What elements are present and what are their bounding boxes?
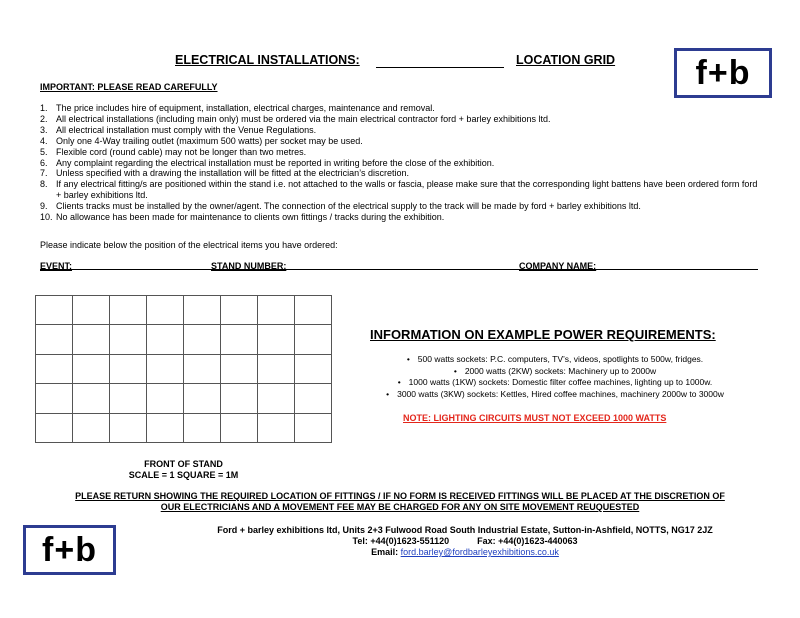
grid-square[interactable]	[73, 296, 110, 325]
grid-square[interactable]	[184, 296, 221, 325]
bullet-icon: •	[386, 388, 390, 399]
rule-text: All electrical installations (including main only) must be ordered via the main electrical contractor ford + barley exhibitions ltd.	[56, 113, 551, 124]
grid-square[interactable]	[110, 296, 147, 325]
rule-number: 5.	[40, 146, 48, 157]
grid-square[interactable]	[258, 413, 295, 442]
rule-text: If any electrical fitting/s are positioned within the stand i.e. not attached to the walls or fascia, please make sure that the corresponding light battens have been ordered form ford + barley exhibitions ltd.	[56, 179, 758, 201]
grid-square[interactable]	[184, 413, 221, 442]
grid-row	[36, 325, 332, 354]
grid-square[interactable]	[110, 413, 147, 442]
grid-square[interactable]	[184, 354, 221, 383]
rule-number: 6.	[40, 157, 48, 168]
company-address: Ford + barley exhibitions ltd, Units 2+3 Fulwood Road South Industrial Estate, Sutton-in-Ashfield, NOTTS, NG17 2JZ	[217, 525, 713, 535]
stand-number-field-label: STAND NUMBER:	[211, 261, 287, 271]
grid-square[interactable]	[110, 325, 147, 354]
grid-square[interactable]	[258, 354, 295, 383]
bullet-icon: •	[453, 365, 457, 376]
grid-square[interactable]	[295, 354, 332, 383]
rule-item	[40, 158, 765, 169]
front-of-stand-label: FRONT OF STAND	[144, 459, 223, 469]
bullet-icon: •	[406, 354, 410, 364]
company-name-field-label: COMPANY NAME:	[519, 261, 597, 271]
grid-square[interactable]	[36, 384, 73, 413]
grid-square[interactable]	[110, 384, 147, 413]
rule-text: Any complaint regarding the electrical installation must be reported in writing before the close of the exhibition.	[56, 157, 495, 168]
grid-square[interactable]	[221, 384, 258, 413]
grid-square[interactable]	[73, 354, 110, 383]
rule-item	[40, 168, 765, 179]
grid-square[interactable]	[73, 413, 110, 442]
rule-text: Flexible cord (round cable) may not be longer than two metres.	[56, 146, 307, 157]
grid-square[interactable]	[221, 325, 258, 354]
return-notice-line2: OUR ELECTRICIANS AND A MOVEMENT FEE MAY BE CHARGED FOR ANY ON SITE MOVEMENT REUQUESTED	[160, 502, 640, 512]
bullet-icon: •	[397, 377, 401, 387]
grid-square[interactable]	[221, 354, 258, 383]
email-link[interactable]: ford.barley@fordbarleyexhibitions.co.uk	[400, 547, 559, 557]
email-label: Email:	[371, 547, 399, 557]
rule-item	[40, 103, 765, 114]
important-heading: IMPORTANT: PLEASE READ CAREFULLY	[40, 82, 218, 92]
grid-square[interactable]	[73, 325, 110, 354]
title-electrical-installations: ELECTRICAL INSTALLATIONS:	[175, 53, 360, 67]
grid-row	[36, 354, 332, 383]
grid-square[interactable]	[36, 413, 73, 442]
grid-row	[36, 413, 332, 442]
fb-logo-bottom: f+b	[23, 525, 116, 575]
telephone: Tel: +44(0)1623-551120	[352, 536, 450, 546]
power-item	[345, 389, 765, 401]
fields-underline	[40, 269, 758, 270]
rule-item	[40, 147, 765, 158]
grid-square[interactable]	[147, 296, 184, 325]
rule-text: No allowance has been made for maintenance to clients own fittings / tracks during the exhibition.	[56, 212, 445, 223]
grid-square[interactable]	[36, 325, 73, 354]
power-item-text: 3000 watts (3KW) sockets: Kettles, Hired coffee machines, machinery 2000w to 3000w	[397, 388, 724, 399]
rule-text: Clients tracks must be installed by the owner/agent. The connection of the electrical supply to the track will be made by ford + barley exhibitions ltd.	[56, 201, 641, 212]
grid-square[interactable]	[295, 384, 332, 413]
fax: Fax: +44(0)1623-440063	[477, 536, 578, 546]
grid-square[interactable]	[36, 296, 73, 325]
grid-row	[36, 296, 332, 325]
grid-square[interactable]	[295, 296, 332, 325]
fb-logo-top: f+b	[674, 48, 772, 98]
rule-text: Unless specified with a drawing the installation will be fitted at the electrician’s discretion.	[56, 168, 410, 179]
location-grid[interactable]	[35, 295, 332, 443]
rule-item	[40, 179, 765, 201]
power-item-text: 500 watts sockets: P.C. computers, TV’s, videos, spotlights to 500w, fridges.	[417, 354, 704, 364]
rules-list	[40, 103, 765, 223]
rule-number: 3.	[40, 124, 48, 135]
return-notice-line1: PLEASE RETURN SHOWING THE REQUIRED LOCATION OF FITTINGS / IF NO FORM IS RECEIVED FITTINGS WILL BE PLACED AT THE DISCRETION OF	[75, 491, 725, 501]
grid-square[interactable]	[221, 413, 258, 442]
grid-square[interactable]	[295, 325, 332, 354]
power-item	[345, 377, 765, 389]
rule-text: Only one 4-Way trailing outlet (maximum 500 watts) per socket may be used.	[56, 135, 363, 146]
grid-square[interactable]	[258, 384, 295, 413]
power-item-text: 2000 watts (2KW) sockets: Machinery up to 2000w	[464, 365, 657, 376]
rule-item	[40, 201, 765, 212]
grid-square[interactable]	[258, 296, 295, 325]
rule-number: 8.	[40, 179, 48, 190]
rule-text: All electrical installation must comply with the Venue Regulations.	[56, 124, 317, 135]
rule-item	[40, 136, 765, 147]
power-item	[345, 366, 765, 378]
rule-number: 10.	[40, 212, 53, 223]
scale-label: SCALE = 1 SQUARE = 1M	[128, 470, 239, 480]
lighting-circuits-note: NOTE: LIGHTING CIRCUITS MUST NOT EXCEED 1000 WATTS	[403, 413, 667, 423]
grid-square[interactable]	[36, 354, 73, 383]
rule-number: 1.	[40, 103, 48, 113]
power-info-title: INFORMATION ON EXAMPLE POWER REQUIREMENTS:	[370, 327, 716, 342]
grid-square[interactable]	[184, 325, 221, 354]
contact-numbers	[130, 536, 800, 547]
power-item-text: 1000 watts (1KW) sockets: Domestic filter coffee machines, lighting up to 1000w.	[408, 377, 713, 387]
title-underline-gap	[376, 67, 504, 68]
power-requirements-list	[345, 354, 765, 400]
rule-number: 4.	[40, 135, 48, 146]
grid-square[interactable]	[73, 384, 110, 413]
grid-square[interactable]	[221, 296, 258, 325]
grid-square[interactable]	[147, 325, 184, 354]
grid-square[interactable]	[110, 354, 147, 383]
grid-square[interactable]	[147, 413, 184, 442]
rule-item	[40, 212, 765, 223]
rule-number: 7.	[40, 168, 48, 179]
rule-item	[40, 114, 765, 125]
grid-square[interactable]	[258, 325, 295, 354]
title-location-grid: LOCATION GRID	[516, 53, 616, 67]
grid-square[interactable]	[147, 354, 184, 383]
grid-row	[36, 384, 332, 413]
power-item	[345, 354, 765, 366]
email-row	[130, 547, 800, 558]
rule-number: 9.	[40, 201, 48, 212]
grid-square[interactable]	[295, 413, 332, 442]
indicate-instruction: Please indicate below the position of the electrical items you have ordered:	[40, 240, 338, 250]
rule-item	[40, 125, 765, 136]
grid-square[interactable]	[147, 384, 184, 413]
rule-number: 2.	[40, 113, 48, 124]
event-field-label: EVENT:	[40, 261, 73, 271]
grid-square[interactable]	[184, 384, 221, 413]
rule-text: The price includes hire of equipment, installation, electrical charges, maintenance and removal.	[56, 103, 435, 113]
